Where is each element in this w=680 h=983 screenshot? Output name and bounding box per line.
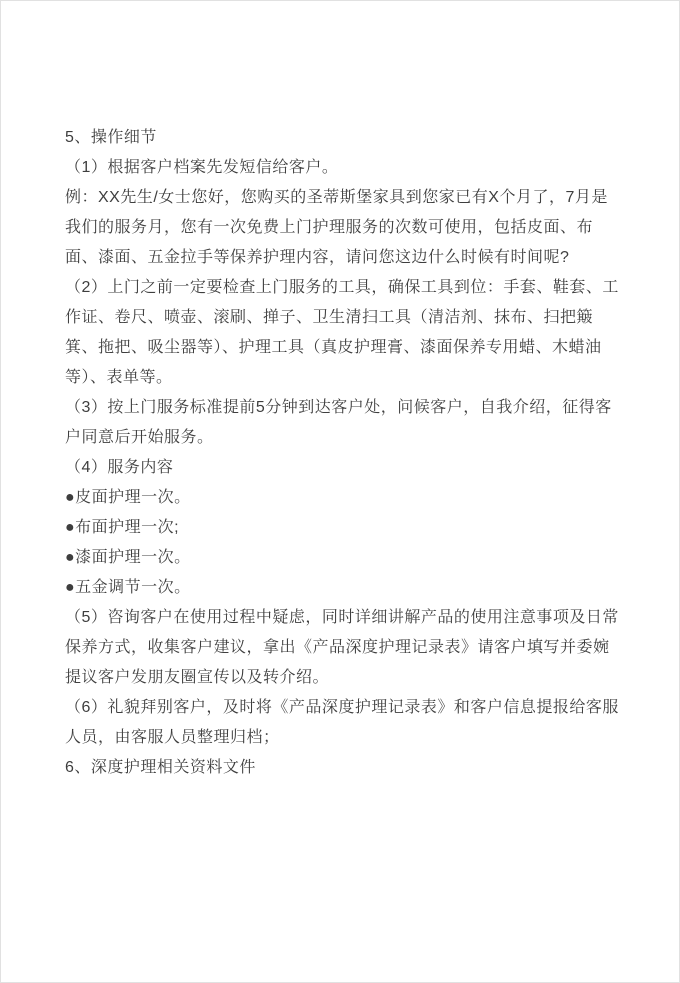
service-item-text: 皮面护理一次。 [75, 489, 191, 506]
service-item-text: 漆面护理一次。 [75, 549, 191, 566]
service-list [65, 483, 619, 603]
bullet-icon: ● [65, 519, 76, 536]
service-list-item [65, 573, 619, 603]
service-list-item [65, 483, 619, 513]
operation-item-6: （6）礼貌拜别客户，及时将《产品深度护理记录表》和客户信息提报给客服人员，由客服人员整理归档； [65, 699, 619, 746]
service-list-item [65, 543, 619, 573]
sms-example-paragraph: 例：XX先生/女士您好，您购买的圣蒂斯堡家具到您家已有X个月了，7月是我们的服务月，您有一次免费上门护理服务的次数可使用，包括皮面、布面、漆面、五金拉手等保养护理内容，请问您这边什么时候有时间呢? [65, 189, 608, 266]
operation-item-3: （3）按上门服务标准提前5分钟到达客户处，问候客户，自我介绍，征得客户同意后开始服务。 [65, 399, 612, 446]
service-item-text: 五金调节一次。 [75, 579, 191, 596]
service-content-heading: （4）服务内容 [65, 459, 174, 476]
operation-item-2: （2）上门之前一定要检查上门服务的工具，确保工具到位：手套、鞋套、工作证、卷尺、喷壶、滚刷、掸子、卫生清扫工具（清洁剂、抹布、扫把簸箕、拖把、吸尘器等）、护理工具（真皮护理膏、漆面保养专用蜡、木蜡油等）、表单等。 [65, 279, 619, 386]
section6-heading: 6、深度护理相关资料文件 [65, 759, 256, 776]
service-item-text: 布面护理一次; [75, 519, 180, 536]
bullet-icon: ● [65, 489, 76, 506]
section5-heading: 5、操作细节 [65, 129, 157, 146]
bullet-icon: ● [65, 549, 76, 566]
operation-item-1: （1）根据客户档案先发短信给客户。 [65, 159, 339, 176]
operation-item-5: （5）咨询客户在使用过程中疑虑，同时详细讲解产品的使用注意事项及日常保养方式，收集客户建议，拿出《产品深度护理记录表》请客户填写并委婉提议客户发朋友圈宣传以及转介绍。 [65, 609, 619, 686]
bullet-icon: ● [65, 579, 76, 596]
document-body [1, 1, 679, 783]
service-list-item [65, 513, 619, 543]
